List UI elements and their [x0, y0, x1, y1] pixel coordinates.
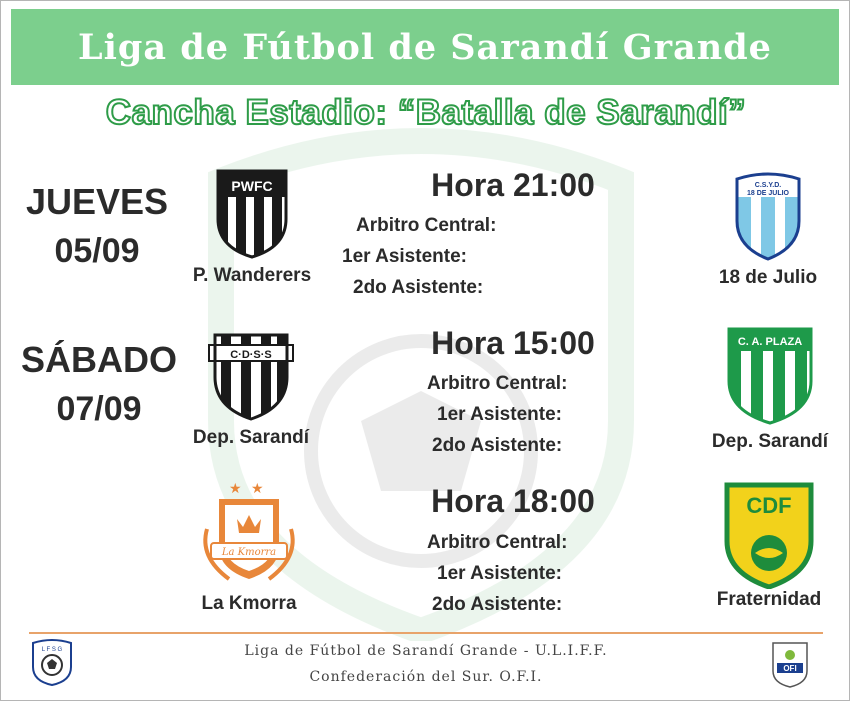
match-time: Hora 15:00 — [431, 325, 595, 361]
svg-text:PWFC: PWFC — [231, 178, 273, 194]
svg-text:CDF: CDF — [746, 493, 792, 518]
day-date: 07/09 — [56, 390, 142, 428]
match-1-time — [393, 167, 633, 204]
referee-central-label: Arbitro Central: — [356, 215, 497, 236]
team-name: La Kmorra — [201, 593, 297, 614]
day-name: SÁBADO — [20, 339, 177, 380]
referee-assistant-2-label: 2do Asistente: — [432, 594, 563, 615]
svg-text:OFI: OFI — [783, 664, 797, 673]
team-p-wanderers — [172, 167, 332, 287]
match-2-time — [393, 325, 633, 362]
svg-text:La Kmorra: La Kmorra — [221, 547, 277, 558]
referee-assistant-1-label: 1er Asistente: — [342, 246, 467, 267]
ofi-logo-icon — [769, 639, 811, 689]
svg-text:★: ★ — [229, 480, 242, 496]
team-name: Dep. Sarandí — [192, 427, 310, 448]
referee-assistant-1-label: 1er Asistente: — [437, 563, 562, 584]
svg-text:18 DE JULIO: 18 DE JULIO — [746, 190, 790, 197]
title-banner — [11, 9, 839, 85]
match-time: Hora 18:00 — [431, 483, 595, 519]
team-name: P. Wanderers — [192, 265, 312, 286]
footer-line-2: Confederación del Sur. O.F.I. — [309, 669, 543, 685]
team-la-kmorra — [169, 479, 329, 615]
team-dep-sarandi-home — [171, 327, 331, 449]
svg-text:L F S G: L F S G — [41, 647, 63, 653]
fraternidad-crest-icon — [723, 481, 815, 589]
p-wanderers-crest-icon — [212, 167, 292, 259]
team-18-de-julio — [688, 171, 848, 289]
page-title: Liga de Fútbol de Sarandí Grande — [78, 26, 772, 68]
referee-assistant-1-label: 1er Asistente: — [437, 404, 562, 425]
footer-divider — [29, 632, 823, 634]
ca-plaza-crest-icon — [725, 325, 815, 425]
team-name: Fraternidad — [716, 589, 822, 610]
footer-line-1: Liga de Fútbol de Sarandí Grande - U.L.I.F.F. — [244, 643, 608, 659]
svg-text:★: ★ — [251, 480, 264, 496]
la-kmorra-crest-icon — [189, 479, 309, 591]
team-fraternidad — [689, 481, 849, 611]
team-dep-sarandi-away — [690, 325, 850, 453]
day-block-2 — [9, 339, 189, 437]
day-name: JUEVES — [25, 181, 169, 222]
match-time: Hora 21:00 — [431, 167, 595, 203]
referee-central-label: Arbitro Central: — [427, 373, 568, 394]
svg-text:C. A. PLAZA: C. A. PLAZA — [737, 336, 803, 348]
svg-text:C.S.Y.D.: C.S.Y.D. — [754, 182, 782, 189]
cdss-crest-icon — [207, 327, 295, 421]
team-name: Dep. Sarandí — [711, 431, 829, 452]
referee-assistant-2-label: 2do Asistente: — [432, 435, 563, 456]
referee-assistant-2-label: 2do Asistente: — [353, 277, 484, 298]
referee-central-label: Arbitro Central: — [427, 532, 568, 553]
venue-subtitle: Cancha Estadio: “Batalla de Sarandí” — [105, 93, 747, 132]
18-de-julio-crest-icon — [733, 171, 803, 261]
team-name: 18 de Julio — [718, 267, 818, 288]
day-block-1 — [7, 181, 187, 279]
day-date: 05/09 — [54, 232, 140, 270]
match-3-time — [393, 483, 633, 520]
svg-text:C·D·S·S: C·D·S·S — [230, 349, 272, 361]
